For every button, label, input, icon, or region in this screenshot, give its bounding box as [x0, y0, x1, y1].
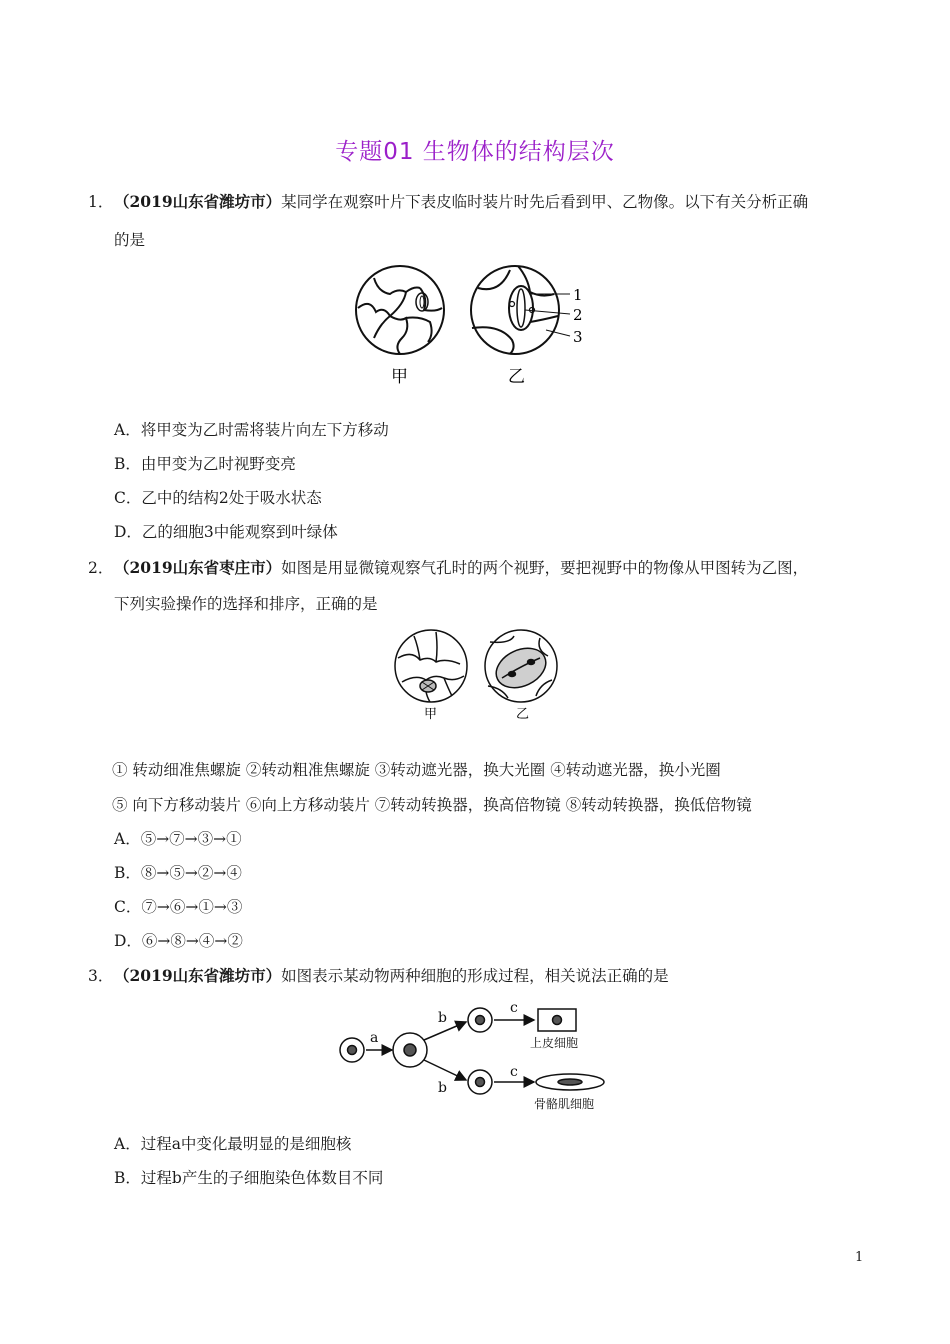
q2-stem-line1: 如图是用显微镜观察气孔时的两个视野，要把视野中的物像从甲图转为乙图， [281, 559, 809, 577]
q3-label-epithelial: 上皮细胞 [530, 1036, 579, 1050]
q3-figure [330, 996, 630, 1116]
q1-option-d: D．乙的细胞3中能观察到叶绿体 [114, 523, 338, 541]
q2-steps-line1: ① 转动细准焦螺旋 ②转动粗准焦螺旋 ③转动遮光器，换大光圈 ④转动遮光器，换小光圈 [112, 761, 721, 779]
q1-stem [114, 192, 808, 212]
q1-callout-3: 3 [573, 328, 583, 346]
q1-source: （2019山东省潍坊市） [114, 192, 282, 211]
q1-callout-2: 2 [573, 306, 583, 324]
q1-option-c: C．乙中的结构2处于吸水状态 [114, 489, 322, 507]
q3-source: （2019山东省潍坊市） [114, 966, 282, 985]
q3-label-a: a [370, 1030, 379, 1046]
q3-option-a: A．过程a中变化最明显的是细胞核 [114, 1135, 352, 1153]
q2-option-c: C．⑦→⑥→①→③ [114, 898, 243, 916]
q3-label-b1: b [438, 1010, 447, 1026]
q2-source: （2019山东省枣庄市） [114, 558, 282, 577]
q2-steps-line2: ⑤ 向下方移动装片 ⑥向上方移动装片 ⑦转动转换器，换高倍物镜 ⑧转动转换器，换低倍物镜 [112, 796, 752, 814]
q1-figure [350, 258, 600, 390]
q1-number: 1． [88, 193, 114, 211]
q2-option-d: D．⑥→⑧→④→② [114, 932, 243, 950]
q2-stem [114, 558, 808, 578]
q2-label-right: 乙 [516, 707, 530, 722]
page-title: 专题01 生物体的结构层次 [335, 139, 615, 165]
q1-stem-line2: 的是 [114, 231, 146, 249]
q1-callout-1: 1 [573, 286, 583, 304]
q2-number: 2． [88, 559, 114, 577]
q1-label-right: 乙 [508, 367, 525, 387]
q3-label-b2: b [438, 1080, 447, 1096]
q3-label-muscle: 骨骼肌细胞 [534, 1097, 595, 1111]
q3-stem-line1: 如图表示某动物两种细胞的形成过程，相关说法正确的是 [281, 967, 669, 985]
q3-label-c2: c [510, 1064, 518, 1080]
q1-label-left: 甲 [391, 367, 408, 387]
q2-stem-line2: 下列实验操作的选择和排序，正确的是 [114, 595, 378, 613]
q1-option-b: B．由甲变为乙时视野变亮 [114, 455, 296, 473]
q1-stem-line1: 某同学在观察叶片下表皮临时装片时先后看到甲、乙物像。以下有关分析正确 [281, 193, 809, 211]
q2-figure [390, 622, 570, 726]
page-number: 1 [855, 1250, 864, 1265]
q1-view-right [471, 266, 559, 354]
q2-option-b: B．⑧→⑤→②→④ [114, 864, 242, 882]
q2-option-a: A．⑤→⑦→③→① [114, 830, 242, 848]
q2-label-left: 甲 [424, 707, 438, 722]
q1-option-a: A．将甲变为乙时需将装片向左下方移动 [114, 421, 389, 439]
q3-number: 3． [88, 967, 114, 985]
q3-stem [114, 966, 669, 986]
q3-option-b: B．过程b产生的子细胞染色体数目不同 [114, 1169, 384, 1187]
q3-label-c1: c [510, 1000, 518, 1016]
